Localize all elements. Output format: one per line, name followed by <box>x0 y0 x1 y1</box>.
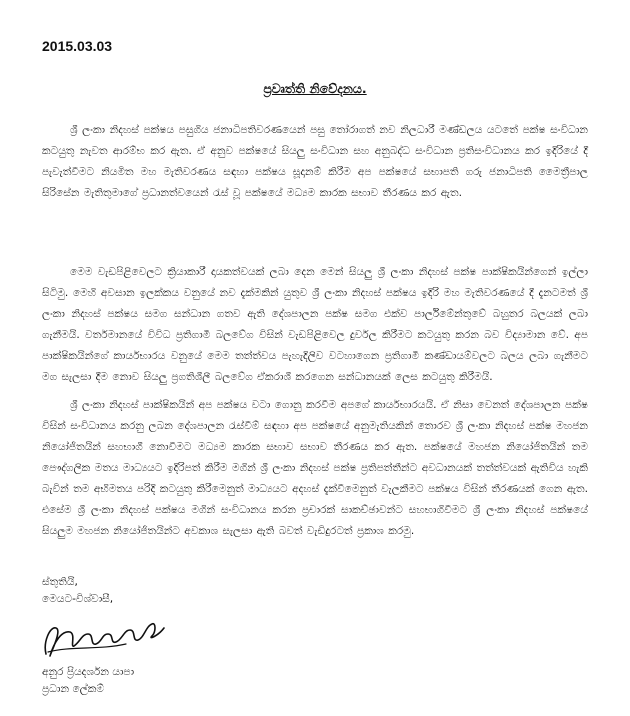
signer-block <box>42 664 134 698</box>
document-date: 2015.03.03 <box>42 38 113 54</box>
closing-thanks: ස්තුතියි, <box>42 576 78 588</box>
signer-name: අනුර ප්‍රියදර්ශන යාපා <box>42 666 135 678</box>
page-title: ප්‍රවෘත්ති නිවේදනය. <box>263 81 367 96</box>
body-paragraph-3: ශ්‍රී ලංකා නිදහස් පාක්ෂිකයින් අප පක්ෂය වටා ගොනු කරවීම අපගේ කාර්යභාරයයි. ඒ නිසා වෙනත් දේශපාලන පක්ෂ විසින් සංවිධානය කරනු ලබන දේශපාලන රැස්වීම් සඳහා අප පක්ෂයේ අනුමැතියකින් තොරව ශ්‍රී ලංකා නිදහස් පක්ෂ මහජන නියෝජිතයින් සහභාගී නොවීමට මධ්‍යම කාරක සභාව සභාව තීරණය කර ඇත. පක්ෂයේ මහජන නියෝජිතයින් තම පෞද්ගලික මතය මාධ්‍යයට ඉදිරිපත් කිරීම මගින් ශ්‍රී ලංකා නිදහස් පක්ෂ ප්‍රතිපත්තීන්ට අවධානයක් තත්ත්වයක් ඇතිවිය හැකි බැවින් තම අභිමතය පරිදි කටයුතු කිරීමෙනුත් මාධ්‍යයට අදහස් දැක්වීමෙනුත් වැලකීමට පක්ෂය විසින් තීරණයක් ගෙන ඇත. එසේම ශ්‍රී ලංකා නිදහස් පක්ෂය මගින් සංවිධානය කරන ප්‍රචාරක් සාකච්ඡාවන්ට සහභාගිවීමට ශ්‍රී ලංකා නිදහස් පක්ෂයේ සියලුම මහජන නියෝජිතයින්ට අවකාශ සැලසා ඇති බවත් වැඩිදුරටත් ප්‍රකාශ කරමු. <box>42 399 588 537</box>
closing-block <box>42 574 113 608</box>
body-paragraph-1: ශ්‍රී ලංකා නිදහස් පක්ෂය පසුගිය ජනාධිපතිවරණයෙන් පසු තෝරාගත් නව නිලධාරී මණ්ඩලය යටතේ පක්ෂ සංවිධාන කටයුතු නැවත ආරම්භ කර ඇත. ඒ අනුව පක්ෂයේ සියලු සංවිධාන සහ අනුබද්ධ සංවිධාන ප්‍රතිසංවිධානය කර ඉදිරියේ දී පැවැත්වීමට නියමිත මහ මැතිවරණය සඳහා පක්ෂය සූදානම් කිරීම අප පක්ෂයේ සභාපති ගරු ජනාධිපති මෛත්‍රීපාල සිරිසේන මැතිතුමාගේ ප්‍රධානත්වයෙන් රැස් වූ පක්ෂයේ මධ්‍යම කාරක සභාව තීරණය කර ඇත. <box>42 124 588 199</box>
closing-sincerely: මෙයට-විශ්වාසී, <box>42 593 114 605</box>
body-paragraph-2: මෙම වැඩපිළිවෙලට ක්‍රියාකාරී දායකත්වයක් ලබා දෙන මෙන් සියලු ශ්‍රී ලංකා නිදහස් පක්ෂ පාක්ෂිකයින්ගෙන් ඉල්ලා සිටිමු. මෙහි අවසාන ඉලක්කය වනුයේ නව දැක්මකින් යුතුව ශ්‍රී ලංකා නිදහස් පක්ෂය ඉදිරි මහ මැතිවරණයේ දී දැනටමත් ශ්‍රී ලංකා නිදහස් පක්ෂය සමග සන්ධාන ගතව ඇති දේශපාලන පක්ෂ සමග එක්ව පාර්ලිමේන්තුවේ බහුතර බලයක් ලබා ගැනීමයි. වර්තමානයේ විවිධ ප්‍රතිගාමී බලවේග විසින් වැඩපිළිවෙල දුර්වල කිරීමට කටයුතු කරන බව විද්‍යාමාන වේ. අප පාක්ෂිකයින්ගේ කාර්යභාරය වනුයේ මෙම තත්ත්වය පැහැදිලිව වටහාගෙන ප්‍රතිගාමී කණ්ඩායම්වලට බලය ලබා ගැනීමට මග සැලසා දීම නොව සියලු ප්‍රගතිශීලී බලවේග ඒකරාශී කරගෙන සන්ධානයක් ලෙස කටයුතු කිරීමයි. <box>42 266 588 383</box>
handwritten-signature <box>40 612 170 662</box>
signer-title: ප්‍රධාන ලේකම් <box>42 683 104 695</box>
